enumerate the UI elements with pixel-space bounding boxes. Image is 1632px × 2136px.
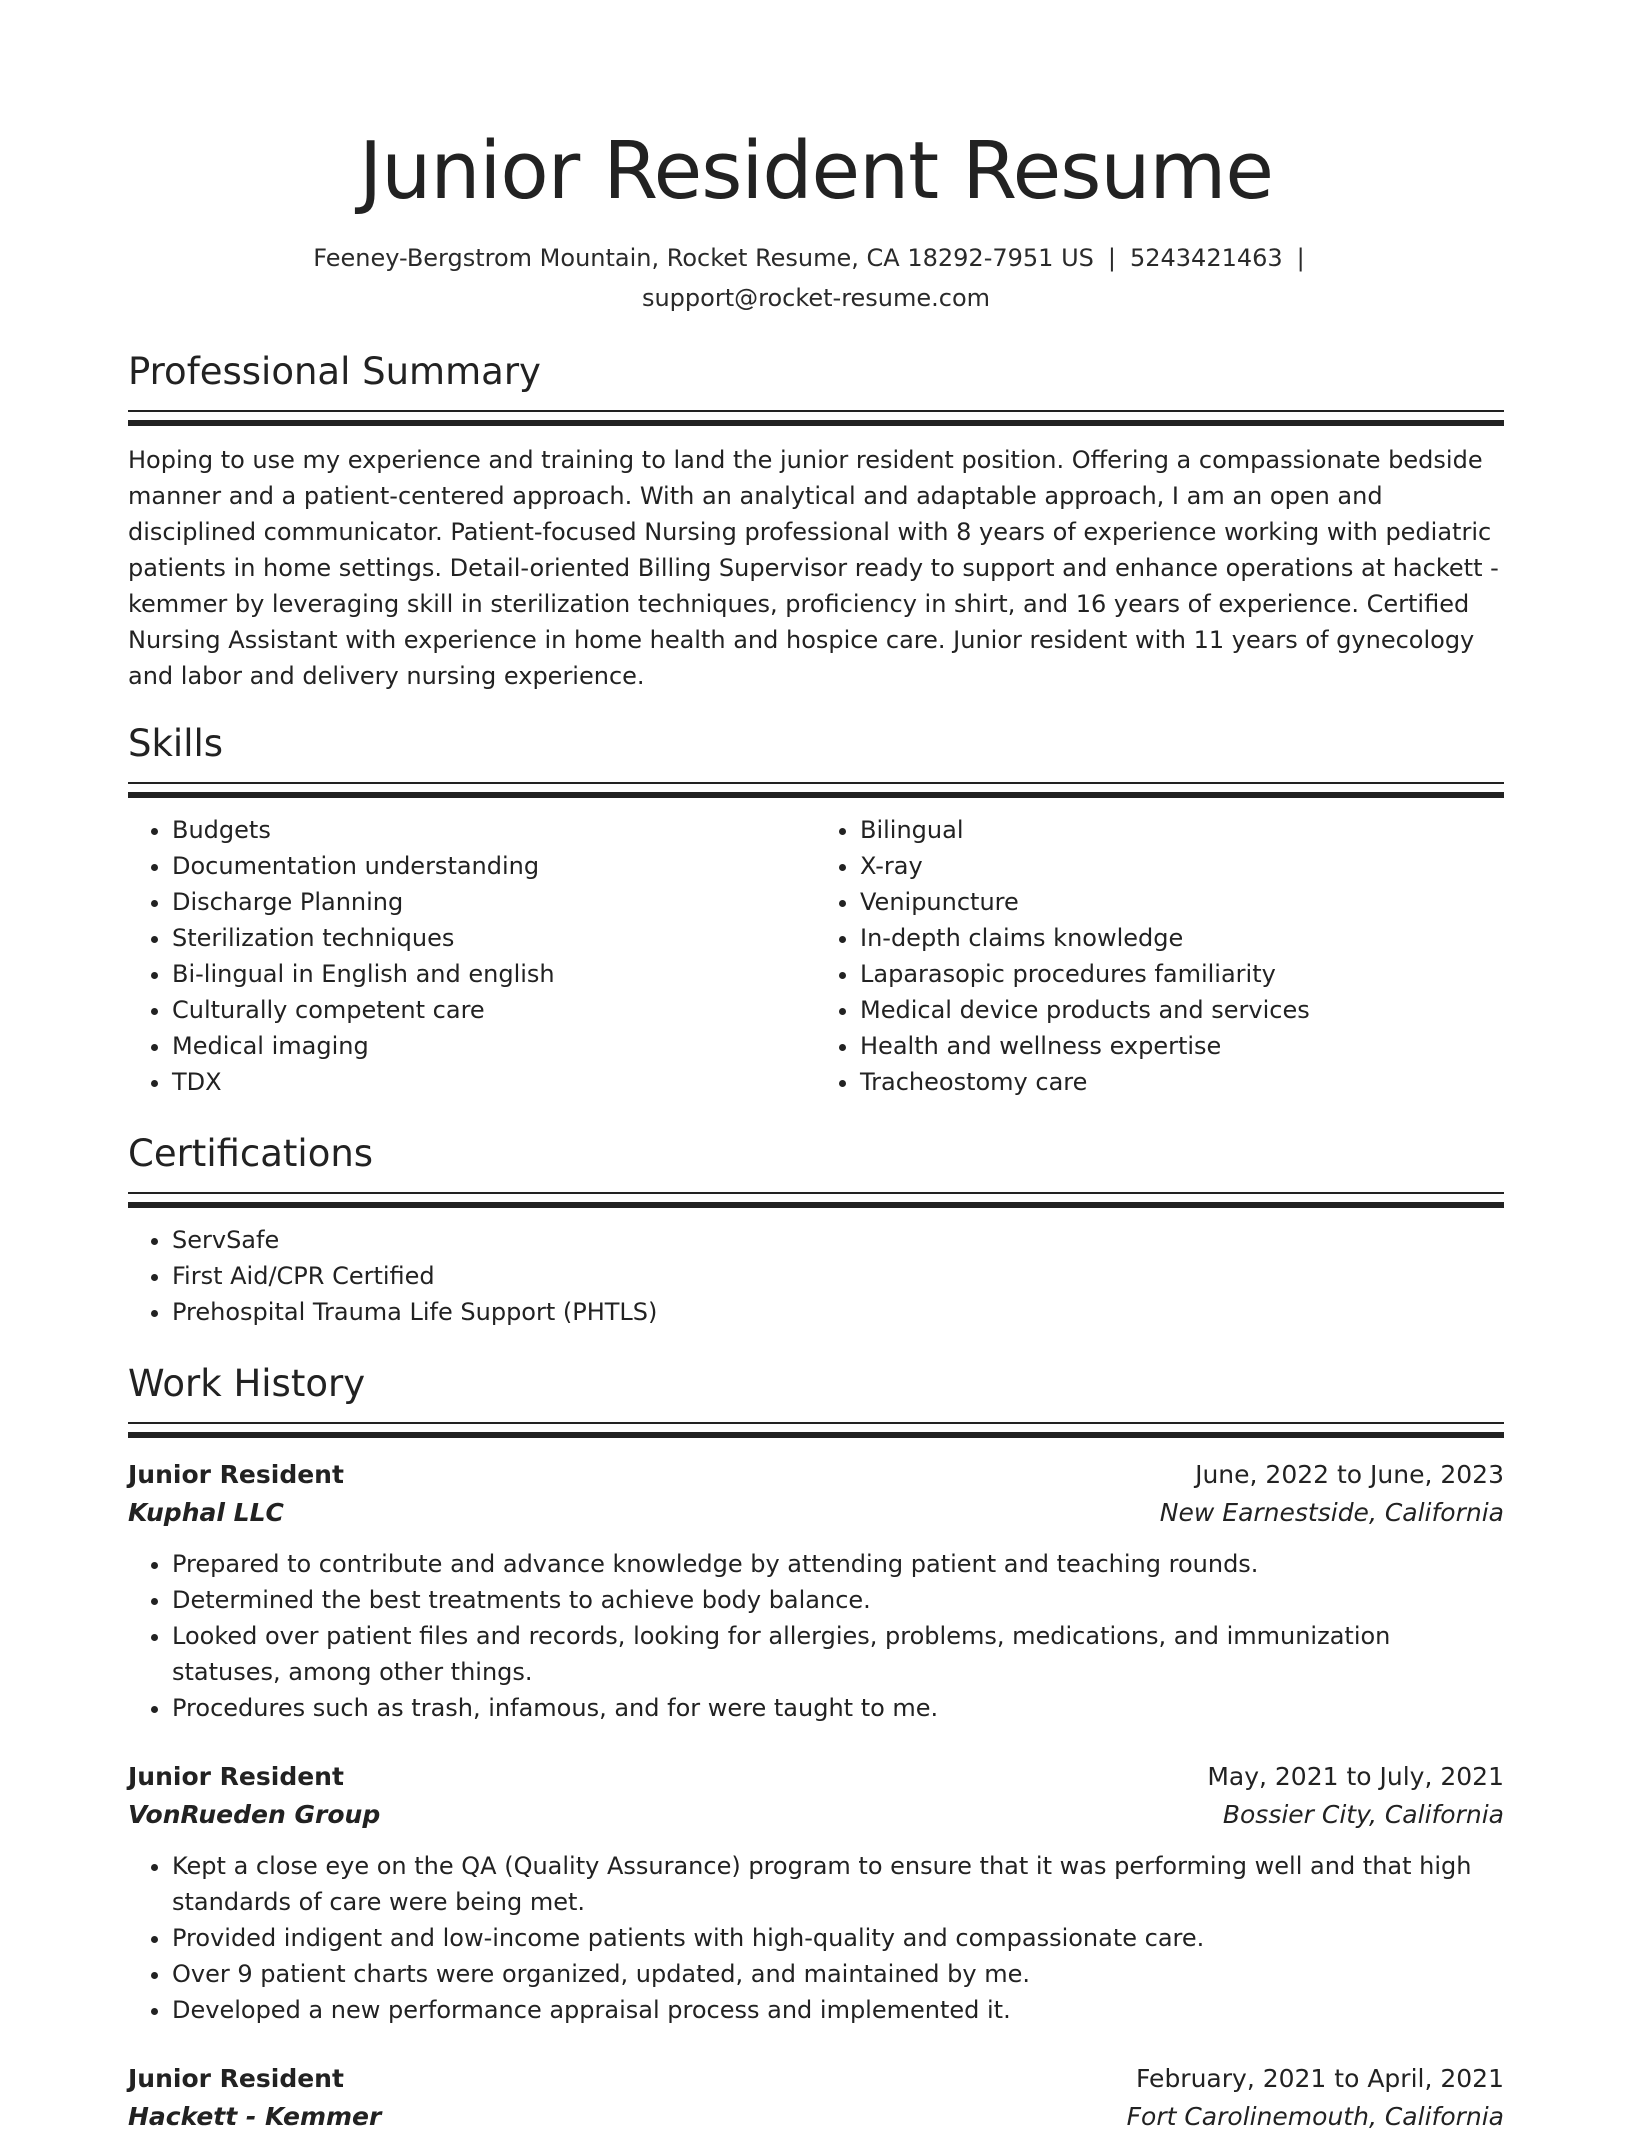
job-dates: February, 2021 to April, 2021 [1136, 2064, 1504, 2093]
skill-item: • Health and wellness expertise [860, 1028, 1504, 1064]
job-dates: June, 2022 to June, 2023 [1195, 1460, 1504, 1489]
job-bullet: • Over 9 patient charts were organized, updated, and maintained by me. [172, 1956, 1504, 1992]
contact-separator: | [1296, 244, 1305, 272]
job-location: Bossier City, California [1222, 1800, 1504, 1829]
section-heading-skills: Skills [128, 722, 224, 765]
job-location: Fort Carolinemouth, California [1126, 2102, 1504, 2131]
contact-info [128, 238, 1504, 318]
skill-item: • Culturally competent care [172, 992, 816, 1028]
job-subheader [128, 1494, 1504, 1532]
job-header [128, 1758, 1504, 1796]
certifications-section [128, 1130, 1504, 1330]
job-company: Hackett - Kemmer [128, 2102, 382, 2131]
certification-item: • Prehospital Trauma Life Support (PHTLS) [172, 1294, 1504, 1330]
skill-item: • In-depth claims knowledge [860, 920, 1504, 956]
job-subheader [128, 2098, 1504, 2136]
job-entry [128, 2060, 1504, 2136]
job-bullets [128, 1546, 1504, 1726]
job-header [128, 2060, 1504, 2098]
job-dates: May, 2021 to July, 2021 [1207, 1762, 1504, 1791]
contact-phone: 5243421463 [1129, 244, 1283, 272]
job-bullet: • Determined the best treatments to achieve body balance. [172, 1582, 1504, 1618]
job-bullet: • Developed a new performance appraisal process and implemented it. [172, 1992, 1504, 2028]
section-heading-summary: Professional Summary [128, 350, 541, 393]
skills-columns [128, 812, 1504, 1100]
skill-item: • Documentation understanding [172, 848, 816, 884]
skill-item: • Tracheostomy care [860, 1064, 1504, 1100]
job-title: Junior Resident [128, 2064, 344, 2093]
skill-item: • Discharge Planning [172, 884, 816, 920]
job-company: Kuphal LLC [128, 1498, 284, 1527]
job-subheader [128, 1796, 1504, 1834]
resume-title: Junior Resident Resume [358, 125, 1273, 217]
section-heading-certifications: Certifications [128, 1132, 374, 1175]
section-rule [128, 1192, 1504, 1208]
skill-item: • Bi-lingual in English and english [172, 956, 816, 992]
job-bullet: • Kept a close eye on the QA (Quality Assurance) program to ensure that it was performing well and that high standards of care were being met. [172, 1848, 1504, 1920]
skill-item: • TDX [172, 1064, 816, 1100]
certification-item: • ServSafe [172, 1222, 1504, 1258]
job-header [128, 1456, 1504, 1494]
contact-email[interactable]: support@rocket-resume.com [641, 284, 991, 312]
contact-address: Feeney-Bergstrom Mountain, Rocket Resume, CA 18292-7951 US [313, 244, 1094, 272]
skill-item: • Sterilization techniques [172, 920, 816, 956]
job-title: Junior Resident [128, 1460, 344, 1489]
job-location: New Earnestside, California [1159, 1498, 1504, 1527]
skill-item: • Medical device products and services [860, 992, 1504, 1028]
contact-line-2 [128, 278, 1504, 318]
section-heading-work-history: Work History [128, 1362, 366, 1405]
skills-section [128, 720, 1504, 1100]
skills-list-left [128, 812, 816, 1100]
summary-text: Hoping to use my experience and training to land the junior resident position. Offering a compassionate bedside manner and a patient-centered approach. With an analytical and adaptable approach, I am an open and disciplined communicator. Patient-focused Nursing professional with 8 years of experience working with pediatric patients in home settings. Detail-oriented Billing Supervisor ready to support and enhance operations at hackett - kemmer by leveraging skill in sterilization techniques, proficiency in shirt, and 16 years of experience. Certified Nursing Assistant with experience in home health and hospice care. Junior resident with 11 years of gynecology and labor and delivery nursing experience. [128, 446, 1499, 690]
job-title: Junior Resident [128, 1762, 344, 1791]
job-entry [128, 1758, 1504, 2028]
job-bullet: • Provided indigent and low-income patients with high-quality and compassionate care. [172, 1920, 1504, 1956]
contact-separator: | [1107, 244, 1116, 272]
work-history-section [128, 1360, 1504, 2136]
job-entry [128, 1456, 1504, 1726]
skills-list-right [816, 812, 1504, 1100]
job-bullet: • Looked over patient files and records, looking for allergies, problems, medications, and immunization statuses, among other things. [172, 1618, 1504, 1690]
certification-item: • First Aid/CPR Certified [172, 1258, 1504, 1294]
summary-section [128, 348, 1504, 694]
section-rule [128, 782, 1504, 798]
section-rule [128, 410, 1504, 426]
job-bullets [128, 1848, 1504, 2028]
skill-item: • Venipuncture [860, 884, 1504, 920]
skill-item: • X-ray [860, 848, 1504, 884]
skill-item: • Bilingual [860, 812, 1504, 848]
skill-item: • Budgets [172, 812, 816, 848]
job-bullet: • Prepared to contribute and advance knowledge by attending patient and teaching rounds. [172, 1546, 1504, 1582]
job-bullet: • Procedures such as trash, infamous, and for were taught to me. [172, 1690, 1504, 1726]
section-rule [128, 1422, 1504, 1438]
skill-item: • Laparasopic procedures familiarity [860, 956, 1504, 992]
job-company: VonRueden Group [128, 1800, 381, 1829]
certifications-list [128, 1222, 1504, 1330]
skill-item: • Medical imaging [172, 1028, 816, 1064]
contact-line-1 [128, 238, 1504, 278]
